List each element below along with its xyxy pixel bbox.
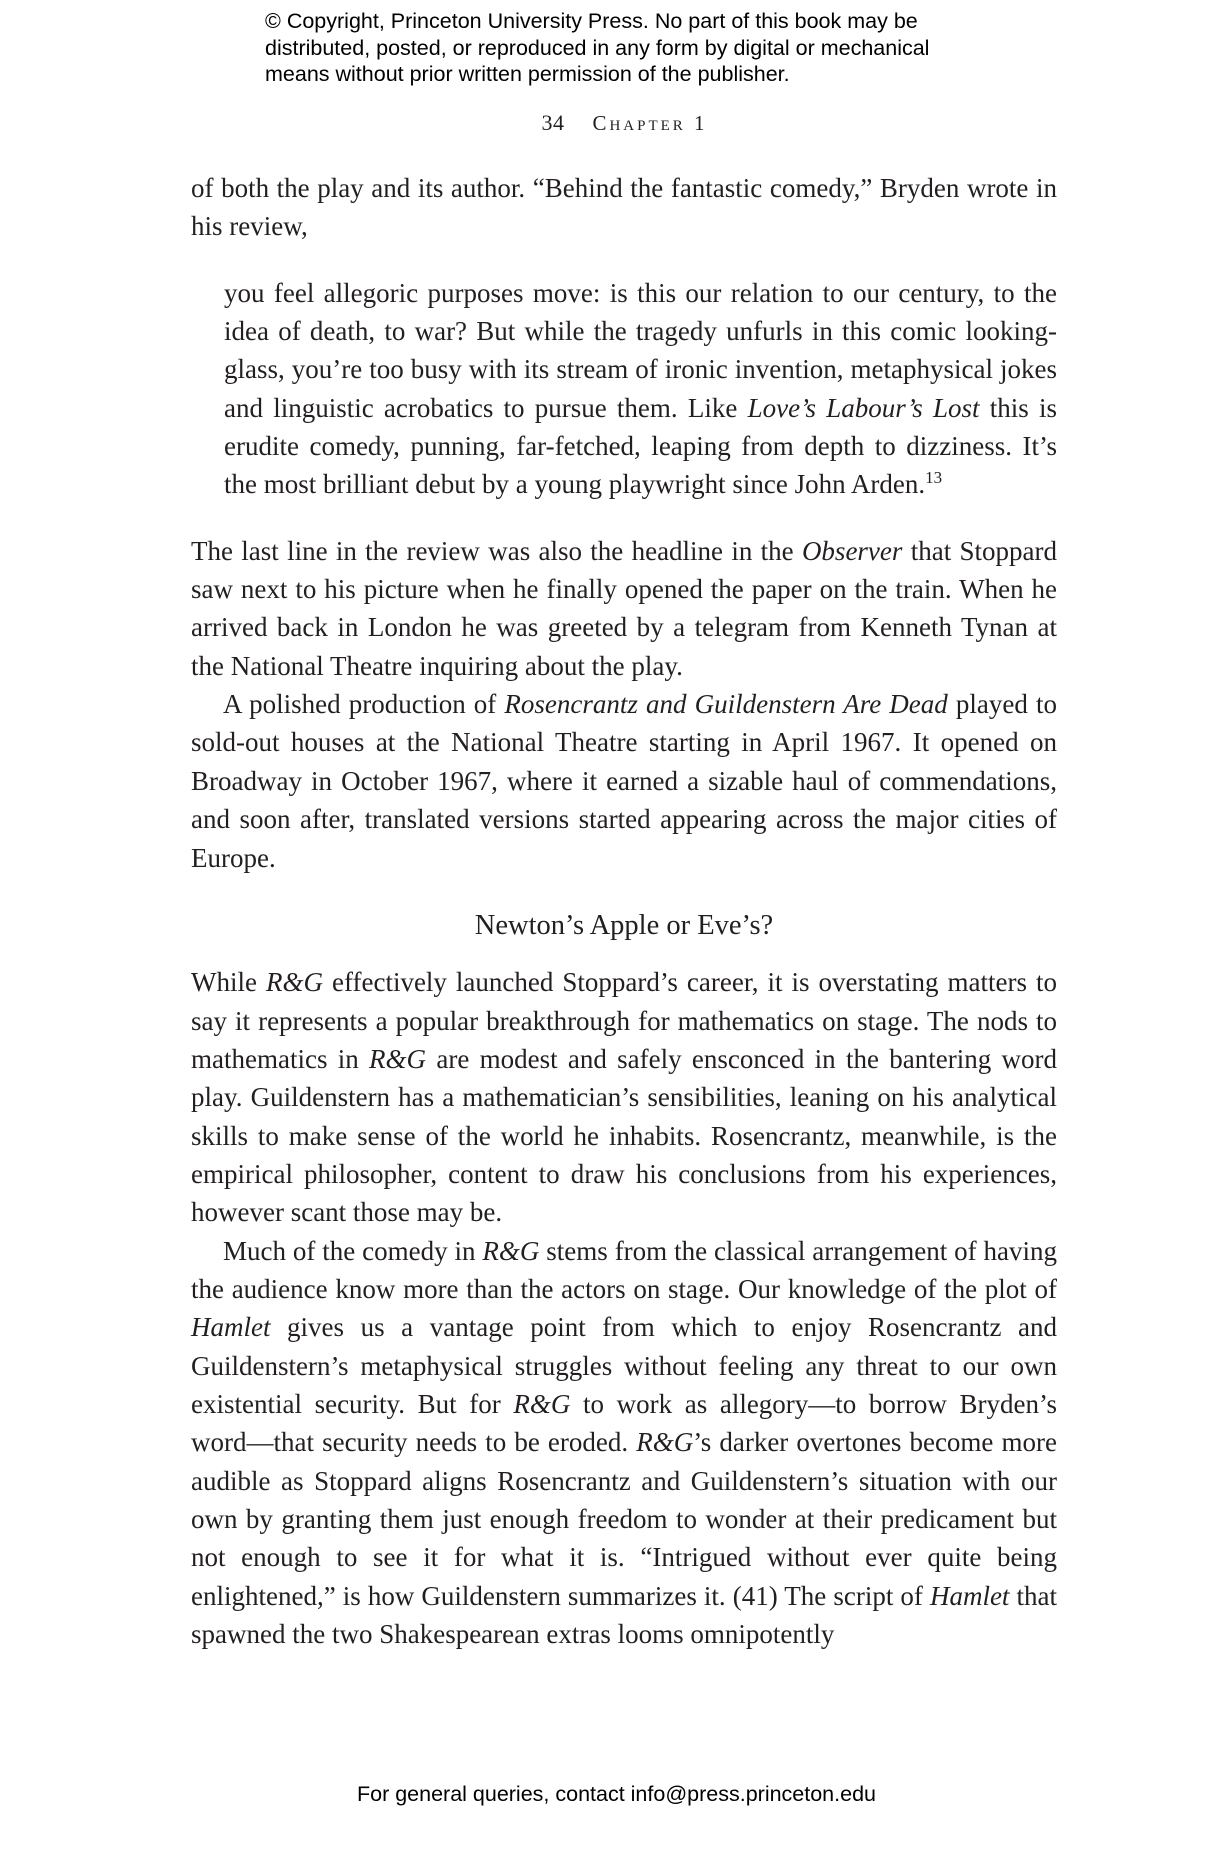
chapter-label: Chapter 1 — [592, 111, 708, 135]
text-run: that spawned the two Shakespearean extras looms omnipotently — [191, 1580, 1057, 1650]
italic-run: Rosencrantz and Guildenstern Are Dead — [504, 689, 948, 720]
quote-text: you feel allegoric purposes move: is this our relation to our century, to the idea of death, to war? But while the tragedy unfurls in this comic looking-glass, you’re too busy with its stream of ironic invention, metaphysical jokes and linguistic acrobatics to pursue them. Like — [224, 277, 1057, 423]
footnote-reference[interactable]: 13 — [925, 468, 943, 488]
text-run: are modest and safely ensconced in the bantering word play. Guildenstern has a mathematician’s sensibilities, leaning on his analytical skills to make sense of the world he inhabits. Rosencrantz, meanwhile, is the empirical philosopher, content to draw his conclusions from his experiences, however scant those may be. — [191, 1043, 1057, 1228]
italic-run: R&G — [636, 1427, 694, 1458]
copyright-line: distributed, posted, or reproduced in any form by digital or mechanical — [265, 35, 930, 60]
text-run: that Stoppard saw next to his picture when he finally opened the paper on the train. When he arrived back in London he was greeted by a telegram from Kenneth Tynan at the National Theatre inquiring about the play. — [191, 535, 1058, 681]
running-head — [0, 110, 1225, 136]
text-run: to work as allegory—to borrow Bryden’s word—that security needs to be eroded. — [191, 1388, 1057, 1458]
italic-run: Observer — [801, 535, 903, 566]
italic-run: Hamlet — [929, 1580, 1010, 1611]
paragraph-2 — [191, 532, 1057, 685]
text-run: effectively launched Stoppard’s career, it is overstating matters to say it represents a popular breakthrough for mathematics on stage. The nods to mathematics in — [191, 967, 1057, 1074]
italic-run: R&G — [482, 1235, 540, 1266]
text-run: While — [191, 967, 266, 998]
copyright-line: means without prior written permission of the publisher. — [265, 62, 790, 86]
paragraph-5 — [191, 1232, 1057, 1654]
text-run: stems from the classical arrangement of having the audience know more than the actors on stage. Our knowledge of the plot of — [191, 1235, 1057, 1304]
copyright-notice — [265, 8, 1025, 88]
text-run: played to sold-out houses at the National Theatre starting in April 1967. It opened on Broadway in October 1967, where it earned a sizable haul of commendations, and soon after, translated versions started appearing across the major cities of Europe. — [191, 689, 1057, 873]
text-run: Much of the comedy in — [223, 1235, 483, 1266]
section-heading: Newton’s Apple or Eve’s? — [474, 909, 774, 941]
italic-run: R&G — [369, 1043, 427, 1074]
quote-text-cont: this is erudite comedy, punning, far-fetched, leaping from depth to dizziness. It’s the most brilliant debut by a young playwright since John Arden. — [224, 392, 1057, 500]
paragraph-1: of both the play and its author. “Behind the fantastic comedy,” Bryden wrote in his review, — [191, 173, 1057, 242]
quote-title-italic: Love’s Labour’s Lost — [747, 392, 980, 423]
paragraph-4 — [191, 963, 1057, 1231]
footer-contact: For general queries, contact info@press.princeton.edu — [356, 1782, 876, 1806]
paragraph-3 — [191, 685, 1057, 877]
italic-run: R&G — [513, 1388, 571, 1419]
copyright-line: © Copyright, Princeton University Press. No part of this book may be — [265, 9, 918, 33]
text-run: The last line in the review was also the headline in the — [191, 535, 802, 566]
page-number: 34 — [541, 110, 565, 135]
italic-run: Hamlet — [191, 1312, 271, 1343]
italic-run: R&G — [265, 967, 323, 998]
block-quote — [224, 274, 1057, 504]
text-run: A polished production of — [223, 689, 505, 720]
page-body — [191, 169, 1057, 1653]
text-run: ’s darker overtones become more audible as Stoppard aligns Rosencrantz and Guildenstern’s situation with our own by granting them just enough freedom to wonder at their predicament but not enough to see it for what it is. “Intrigued without ever quite being enlightened,” is how Guildenstern summarizes it. (41) The script of — [191, 1427, 1057, 1611]
text-run: gives us a vantage point from which to enjoy Rosencrantz and Guildenstern’s metaphysical struggles without feeling any threat to our own existential security. But for — [191, 1312, 1057, 1419]
